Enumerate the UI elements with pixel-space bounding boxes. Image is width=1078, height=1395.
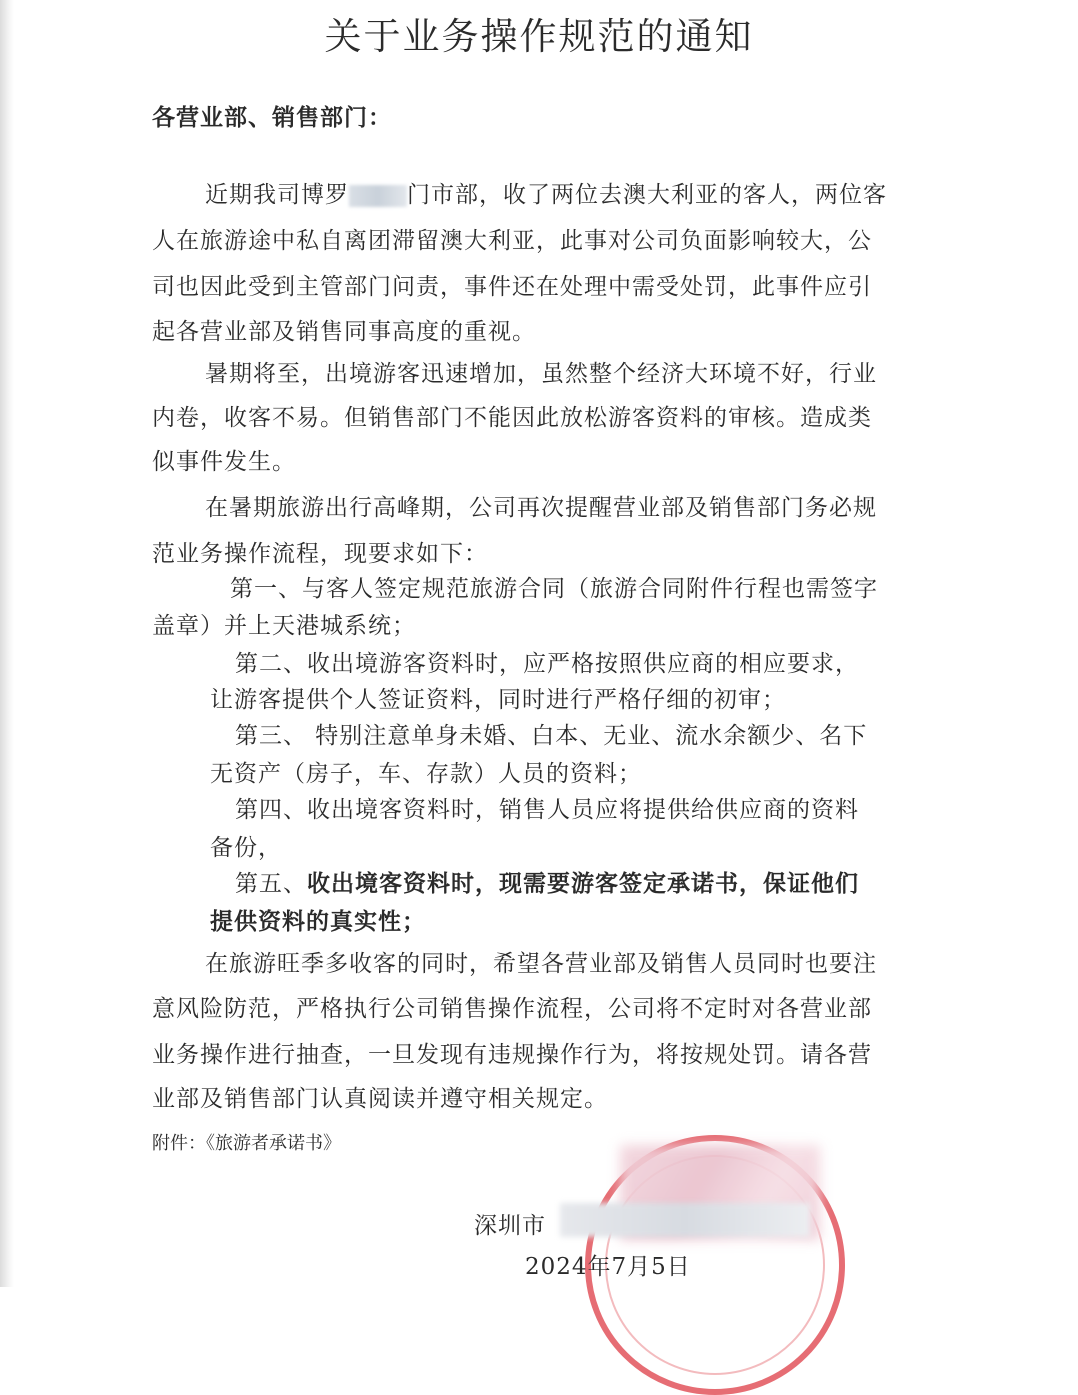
paragraph-1-line-4: 起各营业部及销售同事高度的重视。	[152, 319, 536, 345]
item-5-line-2: 提供资料的真实性；	[210, 908, 426, 935]
item-4-line-2: 备份，	[210, 835, 282, 861]
redacted-branch-name	[349, 185, 407, 207]
paragraph-4-line-3: 业务操作进行抽查，一旦发现有违规操作行为，将按规处罚。请各营	[152, 1042, 872, 1068]
company-name-redaction	[560, 1203, 810, 1237]
paragraph-4-line-4: 业部及销售部门认真阅读并遵守相关规定。	[152, 1086, 608, 1112]
paragraph-2-line-3: 似事件发生。	[152, 449, 296, 475]
paragraph-1-line-2: 人在旅游途中私自离团滞留澳大利亚，此事对公司负面影响较大，公	[152, 228, 872, 254]
item-5-bold-text: 收出境客资料时，现需要游客签定承诺书，保证他们	[307, 870, 859, 897]
paragraph-3-line-1: 在暑期旅游出行高峰期，公司再次提醒营业部及销售部门务必规	[205, 495, 877, 521]
document-title: 关于业务操作规范的通知	[324, 15, 754, 58]
paragraph-1-line-1	[205, 176, 887, 209]
paragraph-4-line-1: 在旅游旺季多收客的同时，希望各营业部及销售人员同时也要注	[205, 951, 877, 977]
attachment-note: 附件：《旅游者承诺书》	[152, 1133, 341, 1154]
item-4-line-1: 第四、收出境客资料时，销售人员应将提供给供应商的资料	[235, 797, 859, 823]
item-2-line-1: 第二、收出境游客资料时，应严格按照供应商的相应要求，	[235, 651, 859, 677]
item-5-line-1	[235, 865, 859, 898]
paragraph-1-line-3: 司也因此受到主管部门问责，事件还在处理中需受处罚，此事件应引	[152, 274, 872, 300]
paragraph-2-line-2: 内卷，收客不易。但销售部门不能因此放松游客资料的审核。造成类	[152, 405, 872, 431]
item-3-line-2: 无资产（房子，车、存款）人员的资料；	[210, 761, 642, 787]
paragraph-2-line-1: 暑期将至，出境游客迅速增加，虽然整个经济大环境不好，行业	[205, 361, 877, 387]
salutation: 各营业部、销售部门：	[152, 104, 392, 131]
paragraph-4-line-2: 意风险防范，严格执行公司销售操作流程，公司将不定时对各营业部	[152, 996, 872, 1022]
paragraph-1-text-b: 门市部，收了两位去澳大利亚的客人，两位客	[407, 182, 887, 208]
item-2-line-2: 让游客提供个人签证资料，同时进行严格仔细的初审；	[210, 687, 786, 713]
document-date: 2024年7月5日	[525, 1254, 691, 1280]
item-3-line-1: 第三、 特别注意单身未婚、白本、无业、流水余额少、名下	[235, 723, 868, 749]
item-1-line-1: 第一、与客人签定规范旅游合同（旅游合同附件行程也需签字	[230, 576, 878, 602]
paragraph-3-line-2: 范业务操作流程，现要求如下：	[152, 541, 488, 567]
page-left-edge	[0, 0, 14, 1287]
item-5-prefix: 第五、	[235, 871, 307, 897]
item-1-line-2: 盖章）并上天港城系统；	[152, 613, 416, 639]
paragraph-1-text-a: 近期我司博罗	[205, 182, 349, 208]
signature-prefix: 深圳市	[474, 1213, 546, 1239]
